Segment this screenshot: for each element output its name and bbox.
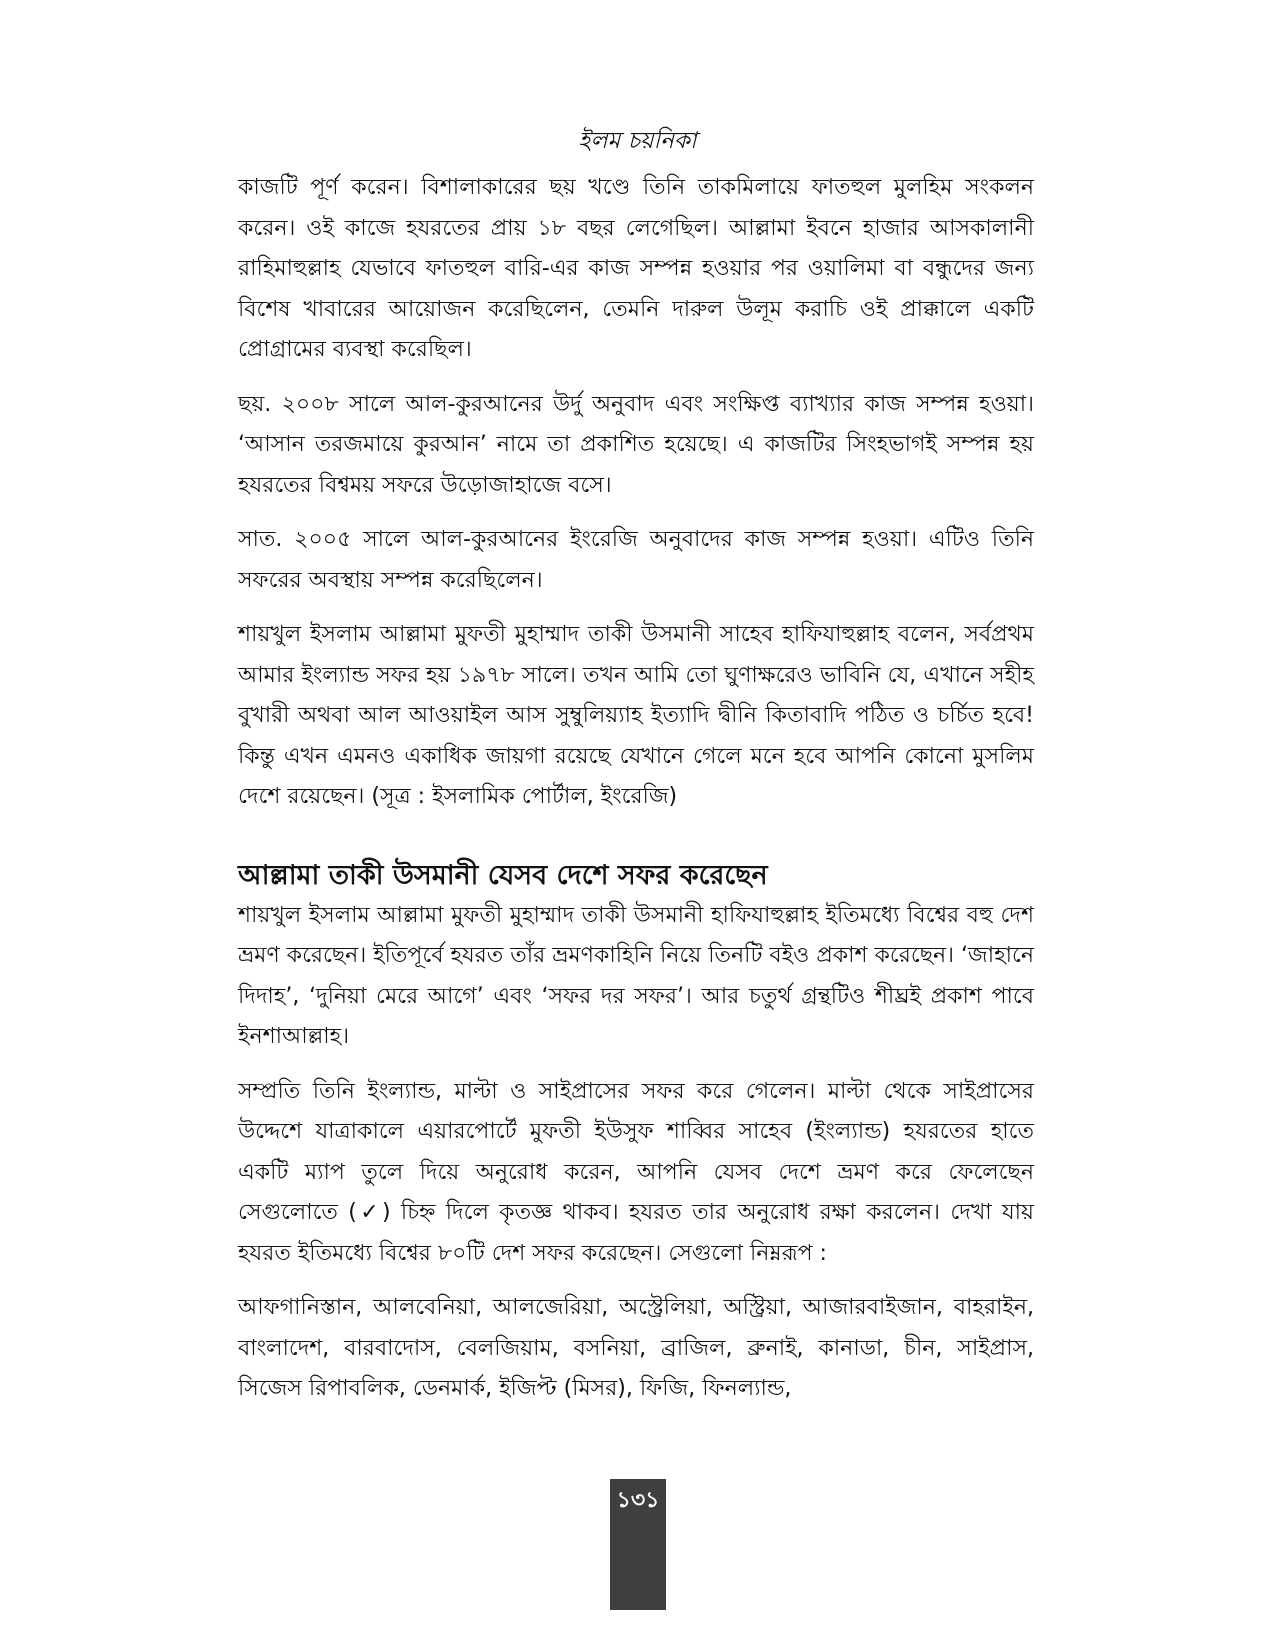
paragraph: শায়খুল ইসলাম আল্লামা মুফতী মুহাম্মাদ তাকী উসমানী সাহেব হাফিযাহুল্লাহ বলেন, সর্বপ্রথম আমার ইংল্যান্ড সফর হয় ১৯৭৮ সালে। তখন আমি তো ঘুণাক্ষরেও ভাবিনি যে, এখানে সহীহ বুখারী অথবা আল আওয়াইল আস সুম্বুলিয়্যাহ ইত্যাদি দ্বীনি কিতাবাদি পঠিত ও চর্চিত হবে! কিন্তু এখন এমনও একাধিক জায়গা রয়েছে যেখানে গেলে মনে হবে আপনি কোনো মুসলিম দেশে রয়েছেন। (সূত্র : ইসলামিক পোর্টাল, ইংরেজি) bbox=[238, 622, 1034, 809]
country-list-paragraph: আফগানিস্তান, আলবেনিয়া, আলজেরিয়া, অস্ট্রেলিয়া, অস্ট্রিয়া, আজারবাইজান, বাহরাইন, বাংলাদেশ, বারবাদোস, বেলজিয়াম, বসনিয়া, ব্রাজিল, ব্রুনাই, কানাডা, চীন, সাইপ্রাস, সিজেস রিপাবলিক, ডেনমার্ক, ইজিপ্ট (মিসর), ফিজি, ফিনল্যান্ড, bbox=[238, 1295, 1034, 1401]
section-heading: আল্লামা তাকী উসমানী যেসব দেশে সফর করেছেন bbox=[238, 859, 768, 891]
paragraph: সাত. ২০০৫ সালে আল-কুরআনের ইংরেজি অনুবাদের কাজ সম্পন্ন হওয়া। এটিও তিনি সফরের অবস্থায় সম্পন্ন করেছিলেন। bbox=[238, 527, 1034, 593]
paragraph: শায়খুল ইসলাম আল্লামা মুফতী মুহাম্মাদ তাকী উসমানী হাফিযাহুল্লাহ ইতিমধ্যে বিশ্বের বহু দেশ ভ্রমণ করেছেন। ইতিপূর্বে হযরত তাঁর ভ্রমণকাহিনি নিয়ে তিনটি বইও প্রকাশ করেছেন। ‘জাহানে দিদাহ’, ‘দুনিয়া মেরে আগে’ এবং ‘সফর দর সফর’। আর চতুর্থ গ্রন্থটিও শীঘ্রই প্রকাশ পাবে ইনশাআল্লাহ। bbox=[238, 902, 1034, 1049]
running-header: ইলম চয়নিকা bbox=[578, 128, 697, 154]
page-content bbox=[238, 168, 1034, 1424]
paragraph: ছয়. ২০০৮ সালে আল-কুরআনের উর্দু অনুবাদ এবং সংক্ষিপ্ত ব্যাখ্যার কাজ সম্পন্ন হওয়া। ‘আসান তরজমায়ে কুরআন’ নামে তা প্রকাশিত হয়েছে। এ কাজটির সিংহভাগই সম্পন্ন হয় হযরতের বিশ্বময় সফরে উড়োজাহাজে বসে। bbox=[238, 391, 1034, 498]
paragraph: কাজটি পূর্ণ করেন। বিশালাকারের ছয় খণ্ডে তিনি তাকমিলায়ে ফাতহুল মুলহিম সংকলন করেন। ওই কাজে হযরতের প্রায় ১৮ বছর লেগেছিল। আল্লামা ইবনে হাজার আসকালানী রাহিমাহুল্লাহ যেভাবে ফাতহুল বারি-এর কাজ সম্পন্ন হওয়ার পর ওয়ালিমা বা বন্ধুদের জন্য বিশেষ খাবারের আয়োজন করেছিলেন, তেমনি দারুল উলূম করাচি ওই প্রাক্কালে একটি প্রোগ্রামের ব্যবস্থা করেছিল। bbox=[238, 175, 1034, 362]
page-number: ১৩১ bbox=[616, 1488, 660, 1513]
paragraph: সম্প্রতি তিনি ইংল্যান্ড, মাল্টা ও সাইপ্রাসের সফর করে গেলেন। মাল্টা থেকে সাইপ্রাসের উদ্দেশে যাত্রাকালে এয়ারপোর্টে মুফতী ইউসুফ শাব্বির সাহেব (ইংল্যান্ড) হযরতের হাতে একটি ম্যাপ তুলে দিয়ে অনুরোধ করেন, আপনি যেসব দেশে ভ্রমণ করে ফেলেছেন সেগুলোতে (✓) চিহ্ন দিলে কৃতজ্ঞ থাকব। হযরত তার অনুরোধ রক্ষা করলেন। দেখা যায় হযরত ইতিমধ্যে বিশ্বের ৮০টি দেশ সফর করেছেন। সেগুলো নিম্নরূপ : bbox=[238, 1078, 1034, 1266]
